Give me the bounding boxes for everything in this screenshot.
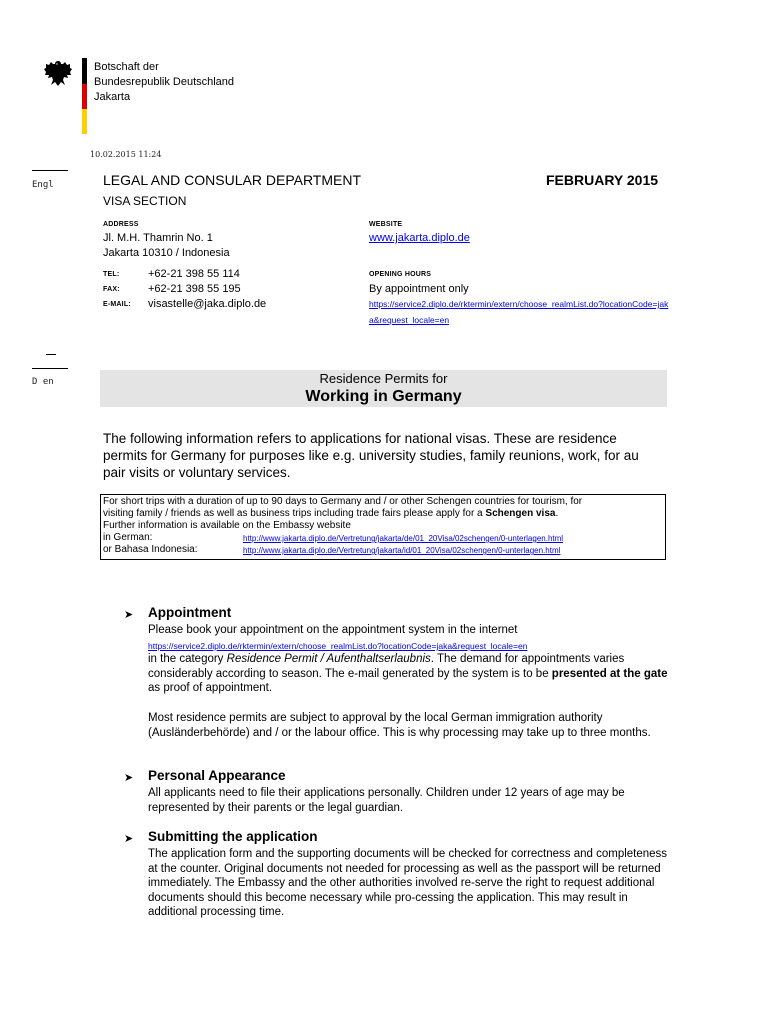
address-line: Jakarta 10310 / Indonesia — [103, 247, 230, 259]
tel-label: TEL: — [103, 271, 120, 278]
notice-line: Further information is available on the Embassy website — [103, 520, 351, 531]
embassy-name: Botschaft der Bundesrepublik Deutschland Jakarta — [94, 61, 235, 103]
submitting-paragraph: The application form and the supporting documents will be checked for correctness and completeness at the counter. Original documents not needed for processing as well as the passport will be returned immediately. The Embassy and the other authorities involved re-serve the right to request additional documents should this become necessary while pro-cessing the application. This may result in additional processing time. — [148, 848, 668, 918]
notice-german-row: in German: http://www.jakarta.diplo.de/Vertretung/jakarta/de/01_20Visa/02schengen/0-unterlagen.html — [103, 532, 564, 543]
section-title-submitting: Submitting the application — [148, 829, 318, 844]
title-banner — [100, 370, 667, 407]
appointment-intro: Please book your appointment on the appointment system in the internet — [148, 624, 518, 636]
margin-label-engl: Engl — [32, 180, 54, 190]
schengen-notice-box — [100, 494, 666, 560]
opening-hours-label: OPENING HOURS — [369, 271, 432, 278]
website-label: WEBSITE — [369, 221, 403, 228]
german-flag-bar — [82, 58, 87, 134]
section-title-personal: Personal Appearance — [148, 768, 286, 783]
intro-paragraph: The following information refers to applications for national visas. These are residence permits for Germany for purposes like e.g. university studies, family reunions, work, for au pair visits or voluntary services. — [103, 431, 639, 480]
bullet-arrow-icon: ➤ — [124, 609, 134, 621]
document-date: FEBRUARY 2015 — [546, 172, 659, 188]
indonesian-info-link[interactable]: http://www.jakarta.diplo.de/Vertretung/jakarta/id/01_20Visa/02schengen/0-unterlagen.html — [243, 546, 561, 555]
tel-value: +62-21 398 55 114 — [148, 268, 240, 280]
website-link[interactable]: www.jakarta.diplo.de — [369, 232, 470, 244]
address-line: Jl. M.H. Thamrin No. 1 — [103, 232, 213, 244]
bullet-arrow-icon: ➤ — [124, 772, 134, 784]
notice-line: For short trips with a duration of up to 90 days to Germany and / or other Schengen countries for tourism, for — [103, 496, 583, 507]
email-value: visastelle@jaka.diplo.de — [148, 298, 267, 310]
german-info-link[interactable]: http://www.jakarta.diplo.de/Vertretung/jakarta/de/01_20Visa/02schengen/0-unterlagen.html — [243, 534, 564, 543]
notice-indo-row: or Bahasa Indonesia: http://www.jakarta.diplo.de/Vertretung/jakarta/id/01_20Visa/02schengen/0-unterlagen.html — [103, 544, 561, 555]
appointment-link[interactable]: https://service2.diplo.de/rktermin/extern/choose_realmList.do?locationCode=jaka&request_locale=en — [148, 641, 528, 651]
margin-divider — [32, 368, 68, 369]
bullet-arrow-icon: ➤ — [124, 833, 134, 845]
page-title: Working in Germany — [305, 388, 462, 405]
section-title-appointment: Appointment — [148, 605, 232, 620]
title-line: Residence Permits for — [319, 371, 448, 386]
opening-hours-value: By appointment only — [369, 283, 469, 295]
booking-link[interactable]: a&request_locale=en — [369, 315, 450, 325]
email-label: E-MAIL: — [103, 301, 131, 308]
section-name: VISA SECTION — [103, 194, 187, 208]
department-title: LEGAL AND CONSULAR DEPARTMENT — [103, 172, 362, 188]
margin-divider — [32, 170, 68, 171]
margin-label-den: D en — [32, 377, 54, 387]
print-timestamp: 10.02.2015 11:24 — [90, 150, 162, 159]
fax-label: FAX: — [103, 286, 120, 293]
address-label: ADDRESS — [103, 221, 139, 228]
appointment-paragraph: Most residence permits are subject to approval by the local German immigration authority (Ausländerbehörde) and / or the labour office. This is why processing may take up to three months. — [148, 712, 651, 739]
notice-line: visiting family / friends as well as business trips including trade fairs please apply for a Schengen visa. — [103, 508, 559, 519]
booking-link[interactable]: https://service2.diplo.de/rktermin/extern/choose_realmList.do?locationCode=jak — [369, 299, 669, 309]
margin-divider — [46, 354, 56, 355]
fax-value: +62-21 398 55 195 — [148, 283, 241, 295]
federal-eagle-icon — [42, 58, 74, 90]
appointment-paragraph: in the category Residence Permit / Aufenthaltserlaubnis. The demand for appointments varies considerably according to season. The e-mail generated by the system is to be presented at the gate as proof of appointment. — [148, 653, 668, 694]
personal-paragraph: All applicants need to file their applications personally. Children under 12 years of age may be represented by their parents or the legal guardian. — [148, 787, 625, 814]
